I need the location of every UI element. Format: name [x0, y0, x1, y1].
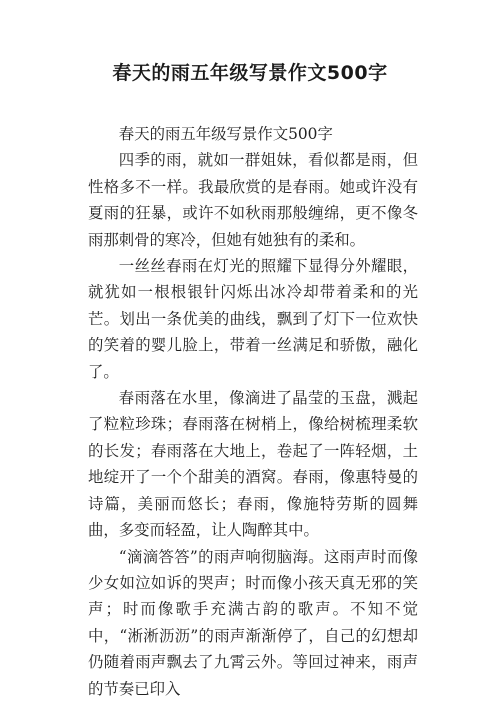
paragraph: “滴滴答答”的雨声响彻脑海。这雨声时而像少女如泣如诉的哭声；时而像小孩天真无邪的笑声；时而像歌手充满古韵的歌声。不知不觉中，“淅淅沥沥”的雨声渐渐停了，自己的幻想却仍随着雨声飘去了九霄云外。等回过神来，雨声的节奏已印入 — [88, 547, 418, 698]
paragraph: 一丝丝春雨在灯光的照耀下显得分外耀眼，就犹如一根根银针闪烁出冰冷却带着柔和的光芒。划出一条优美的曲线，飘到了灯下一位欢快的笑着的婴儿脸上，带着一丝满足和骄傲，融化了。 — [88, 257, 418, 381]
document-body — [88, 121, 418, 702]
paragraph: 四季的雨，就如一群姐妹，看似都是雨，但性格多不一样。我最欣赏的是春雨。她或许没有夏雨的狂暴，或许不如秋雨那般缠绵，更不像冬雨那刺骨的寒冷，但她有她独有的柔和。 — [88, 151, 418, 249]
document-title: 春天的雨五年级写景作文500字 — [112, 62, 388, 84]
paragraph: 春雨落在水里，像滴进了晶莹的玉盘，溅起了粒粒珍珠；春雨落在树梢上，像给树梳理柔软的长发；春雨落在大地上，卷起了一阵轻烟，土地绽开了一个个甜美的酒窝。春雨，像惠特曼的诗篇，美丽而悠长；春雨，像施特劳斯的圆舞曲，多变而轻盈，让人陶醉其中。 — [88, 389, 418, 540]
paragraph: 春天的雨五年级写景作文500字 — [118, 125, 333, 143]
